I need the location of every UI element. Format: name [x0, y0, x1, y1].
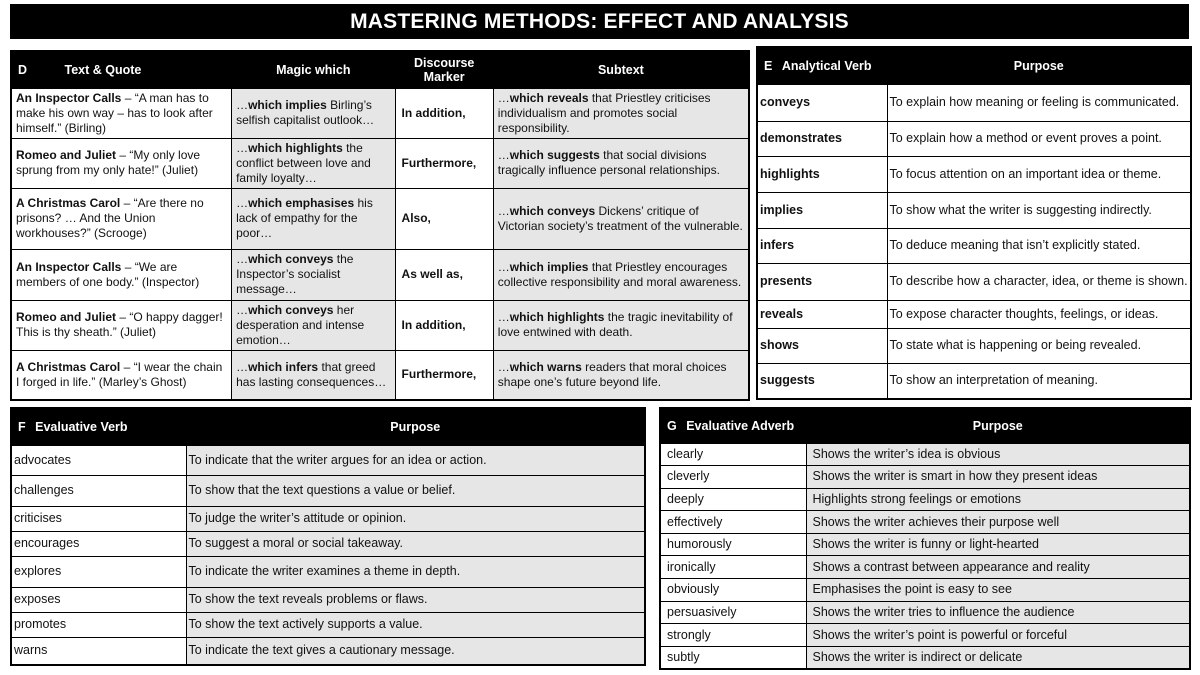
table-d-header-row	[11, 51, 749, 88]
subtext-ellipsis: …	[497, 359, 510, 374]
analytical-purpose: To explain how meaning or feeling is communicated.	[887, 84, 1191, 121]
analytical-purpose: To show an interpretation of meaning.	[887, 363, 1191, 399]
subtext-text: that social divisions tragically influence personal relationships.	[497, 148, 720, 177]
evaluative-verb-purpose: To indicate the writer examines a theme in depth.	[186, 556, 645, 587]
magic-ellipsis: …	[236, 302, 249, 317]
evaluative-verb: warns	[11, 637, 186, 665]
evaluative-verb-purpose: To indicate the text gives a cautionary message.	[186, 637, 645, 665]
magic-cell	[232, 88, 395, 138]
table-e-header-row	[757, 47, 1191, 84]
analytical-verb: implies	[757, 192, 887, 228]
table-g-row	[660, 533, 1190, 556]
subtext-cell	[493, 350, 749, 400]
text-quote: – “A man has to make his own way – has to look after himself.” (Birling)	[16, 90, 213, 135]
evaluative-verb: challenges	[11, 475, 186, 506]
evaluative-verb-purpose: To judge the writer’s attitude or opinion.	[186, 506, 645, 531]
text-title: An Inspector Calls	[16, 259, 122, 274]
evaluative-adverb: deeply	[660, 488, 806, 511]
evaluative-adverb-purpose: Emphasises the point is easy to see	[806, 579, 1190, 602]
table-d-row	[11, 350, 749, 400]
magic-phrase: which conveys	[248, 252, 334, 266]
magic-cell	[232, 350, 395, 400]
table-e-row	[757, 121, 1191, 156]
table-g-row	[660, 466, 1190, 489]
table-f-letter: F	[18, 419, 26, 434]
subtext-phrase: which conveys	[509, 203, 596, 218]
magic-ellipsis: …	[236, 196, 249, 210]
table-g-header-purpose: Purpose	[806, 408, 1190, 443]
table-e-header-verb	[757, 47, 887, 84]
table-e-row	[757, 156, 1191, 192]
magic-phrase: which emphasises	[248, 196, 355, 210]
evaluative-verb: explores	[11, 556, 186, 587]
table-d-header-label: Text & Quote	[64, 62, 142, 77]
subtext-phrase: which warns	[509, 359, 582, 374]
evaluative-adverb-purpose: Shows the writer’s point is powerful or forceful	[806, 624, 1190, 647]
magic-text: his lack of empathy for the poor…	[236, 196, 373, 240]
table-g-row	[660, 624, 1190, 647]
analytical-purpose: To state what is happening or being revealed.	[887, 328, 1191, 363]
text-quote-cell	[11, 138, 232, 188]
subtext-ellipsis: …	[497, 148, 510, 162]
evaluative-verb: promotes	[11, 612, 186, 637]
text-quote-cell	[11, 300, 232, 350]
text-quote: – “My only love sprung from my only hate!” (Juliet)	[16, 148, 201, 177]
table-f-row	[11, 445, 645, 475]
text-quote: – “O happy dagger! This is thy sheath.” (Juliet)	[16, 310, 223, 339]
evaluative-verb: criticises	[11, 506, 186, 531]
subtext-text: that Priestley encourages collective responsibility and moral awareness.	[497, 259, 742, 289]
magic-ellipsis: …	[236, 252, 249, 266]
table-f-row	[11, 612, 645, 637]
analytical-verb: highlights	[757, 156, 887, 192]
table-f-row	[11, 556, 645, 587]
magic-phrase: which implies	[248, 98, 327, 112]
subtext-phrase: which reveals	[509, 90, 589, 105]
subtext-ellipsis: …	[497, 259, 510, 274]
analytical-purpose: To explain how a method or event proves a point.	[887, 121, 1191, 156]
text-title: An Inspector Calls	[16, 90, 122, 105]
evaluative-adverb-purpose: Shows the writer is funny or light-hearted	[806, 533, 1190, 556]
subtext-cell	[493, 88, 749, 138]
evaluative-adverb-purpose: Shows the writer tries to influence the audience	[806, 601, 1190, 624]
table-g-row	[660, 556, 1190, 579]
table-e-row	[757, 192, 1191, 228]
table-f-header-row	[11, 408, 645, 445]
evaluative-adverb-purpose: Highlights strong feelings or emotions	[806, 488, 1190, 511]
subtext-text: readers that moral choices shape one’s future beyond life.	[497, 359, 727, 389]
discourse-marker-cell: As well as,	[395, 249, 493, 300]
evaluative-verb: exposes	[11, 587, 186, 612]
analytical-verb: suggests	[757, 363, 887, 399]
subtext-ellipsis: …	[497, 310, 510, 324]
analytical-verb: infers	[757, 228, 887, 263]
analytical-verb: reveals	[757, 300, 887, 328]
analytical-purpose: To focus attention on an important idea or theme.	[887, 156, 1191, 192]
table-g-row	[660, 601, 1190, 624]
subtext-ellipsis: …	[497, 90, 510, 105]
table-e-analytical-verbs	[756, 46, 1192, 400]
evaluative-adverb: obviously	[660, 579, 806, 602]
discourse-marker-cell: Furthermore,	[395, 138, 493, 188]
table-f-row	[11, 531, 645, 556]
evaluative-verb-purpose: To show that the text questions a value or belief.	[186, 475, 645, 506]
table-d-row	[11, 188, 749, 249]
text-title: A Christmas Carol	[16, 196, 121, 210]
magic-text: the conflict between love and family loyalty…	[236, 140, 371, 185]
table-d-row	[11, 249, 749, 300]
evaluative-adverb-purpose: Shows a contrast between appearance and reality	[806, 556, 1190, 579]
text-title: Romeo and Juliet	[16, 310, 117, 324]
table-d-letter: D	[18, 62, 28, 77]
analytical-verb: presents	[757, 263, 887, 300]
table-d-text-quote	[10, 50, 750, 401]
table-e-row	[757, 328, 1191, 363]
evaluative-adverb: ironically	[660, 556, 806, 579]
table-e-row	[757, 363, 1191, 399]
text-quote-cell	[11, 188, 232, 249]
subtext-cell	[493, 300, 749, 350]
evaluative-adverb: persuasively	[660, 601, 806, 624]
subtext-cell	[493, 138, 749, 188]
discourse-marker-cell: Furthermore,	[395, 350, 493, 400]
table-d-row	[11, 88, 749, 138]
evaluative-adverb: strongly	[660, 624, 806, 647]
analytical-verb: demonstrates	[757, 121, 887, 156]
table-g-header-label: Evaluative Adverb	[686, 418, 795, 433]
evaluative-adverb: clearly	[660, 443, 806, 466]
table-g-evaluative-adverbs	[659, 407, 1191, 670]
evaluative-adverb-purpose: Shows the writer is smart in how they present ideas	[806, 466, 1190, 489]
table-e-row	[757, 84, 1191, 121]
text-quote: – “Are there no prisons? … And the Union workhouses?” (Scrooge)	[16, 196, 204, 240]
table-d-header-subtext: Subtext	[493, 51, 749, 88]
table-e-header-label: Analytical Verb	[781, 58, 872, 73]
table-e-letter: E	[764, 58, 773, 73]
evaluative-adverb-purpose: Shows the writer is indirect or delicate	[806, 646, 1190, 669]
subtext-phrase: which suggests	[509, 148, 600, 162]
magic-phrase: which conveys	[248, 302, 334, 317]
discourse-marker-cell: In addition,	[395, 88, 493, 138]
magic-ellipsis: …	[236, 98, 249, 112]
discourse-marker-cell: Also,	[395, 188, 493, 249]
analytical-purpose: To describe how a character, idea, or theme is shown.	[887, 263, 1191, 300]
table-e-row	[757, 263, 1191, 300]
subtext-phrase: which highlights	[509, 310, 605, 324]
magic-text: the Inspector’s socialist message…	[236, 252, 354, 296]
table-e-row	[757, 228, 1191, 263]
subtext-ellipsis: …	[497, 203, 510, 218]
table-d-row	[11, 300, 749, 350]
table-g-row	[660, 511, 1190, 534]
table-g-row	[660, 646, 1190, 669]
table-g-header-row	[660, 408, 1190, 443]
magic-ellipsis: …	[236, 140, 249, 155]
analytical-verb: shows	[757, 328, 887, 363]
evaluative-adverb: cleverly	[660, 466, 806, 489]
magic-text: that greed has lasting consequences…	[236, 359, 387, 389]
text-title: A Christmas Carol	[16, 359, 121, 374]
table-g-row	[660, 443, 1190, 466]
magic-cell	[232, 300, 395, 350]
magic-cell	[232, 188, 395, 249]
evaluative-verb: encourages	[11, 531, 186, 556]
evaluative-verb-purpose: To show the text actively supports a value.	[186, 612, 645, 637]
analytical-purpose: To deduce meaning that isn’t explicitly stated.	[887, 228, 1191, 263]
table-e-header-purpose: Purpose	[887, 47, 1191, 84]
subtext-phrase: which implies	[509, 259, 589, 274]
magic-text: her desperation and intense emotion…	[236, 302, 365, 347]
evaluative-adverb: effectively	[660, 511, 806, 534]
evaluative-adverb: subtly	[660, 646, 806, 669]
table-g-row	[660, 579, 1190, 602]
evaluative-verb-purpose: To suggest a moral or social takeaway.	[186, 531, 645, 556]
subtext-cell	[493, 188, 749, 249]
evaluative-verb-purpose: To show the text reveals problems or flaws.	[186, 587, 645, 612]
evaluative-adverb-purpose: Shows the writer’s idea is obvious	[806, 443, 1190, 466]
text-quote-cell	[11, 350, 232, 400]
text-title: Romeo and Juliet	[16, 148, 117, 162]
analytical-purpose: To show what the writer is suggesting indirectly.	[887, 192, 1191, 228]
evaluative-adverb-purpose: Shows the writer achieves their purpose well	[806, 511, 1190, 534]
page-title: MASTERING METHODS: EFFECT AND ANALYSIS	[10, 4, 1189, 39]
magic-text: Birling’s selfish capitalist outlook…	[236, 98, 375, 127]
magic-phrase: which highlights	[248, 140, 343, 155]
table-d-header-text-quote	[11, 51, 232, 88]
discourse-marker: Furthermore	[401, 155, 473, 170]
text-quote: – “I wear the chain I forged in life.” (Marley’s Ghost)	[16, 359, 223, 389]
table-f-header-label: Evaluative Verb	[35, 419, 128, 434]
discourse-marker: As well as	[401, 267, 460, 281]
table-f-row	[11, 475, 645, 506]
table-d-header-marker: Discourse Marker	[395, 51, 493, 88]
table-d-header-magic: Magic which	[232, 51, 395, 88]
table-f-row	[11, 637, 645, 665]
discourse-marker: In addition	[401, 317, 463, 332]
text-quote-cell	[11, 88, 232, 138]
magic-cell	[232, 249, 395, 300]
subtext-text: that Priestley criticises individualism and promotes social responsibility.	[497, 90, 711, 135]
discourse-marker: Also	[401, 211, 428, 225]
table-f-row	[11, 506, 645, 531]
table-g-letter: G	[667, 418, 677, 433]
analytical-verb: conveys	[757, 84, 887, 121]
text-quote: – “We are members of one body.” (Inspector)	[16, 259, 200, 289]
table-d-row	[11, 138, 749, 188]
evaluative-adverb: humorously	[660, 533, 806, 556]
table-f-header-verb	[11, 408, 186, 445]
magic-phrase: which infers	[248, 359, 319, 374]
subtext-cell	[493, 249, 749, 300]
table-f-row	[11, 587, 645, 612]
analytical-purpose: To expose character thoughts, feelings, or ideas.	[887, 300, 1191, 328]
magic-ellipsis: …	[236, 359, 249, 374]
discourse-marker: Furthermore	[401, 367, 473, 382]
table-e-row	[757, 300, 1191, 328]
text-quote-cell	[11, 249, 232, 300]
table-f-header-purpose: Purpose	[186, 408, 645, 445]
subtext-text: the tragic inevitability of love entwined with death.	[497, 310, 733, 339]
table-g-header-adverb	[660, 408, 806, 443]
subtext-text: Dickens’ critique of Victorian society’s treatment of the vulnerable.	[497, 203, 743, 233]
evaluative-verb: advocates	[11, 445, 186, 475]
evaluative-verb-purpose: To indicate that the writer argues for an idea or action.	[186, 445, 645, 475]
table-g-row	[660, 488, 1190, 511]
discourse-marker-cell: In addition,	[395, 300, 493, 350]
table-f-evaluative-verbs	[10, 407, 646, 666]
magic-cell	[232, 138, 395, 188]
discourse-marker: In addition	[401, 105, 463, 120]
